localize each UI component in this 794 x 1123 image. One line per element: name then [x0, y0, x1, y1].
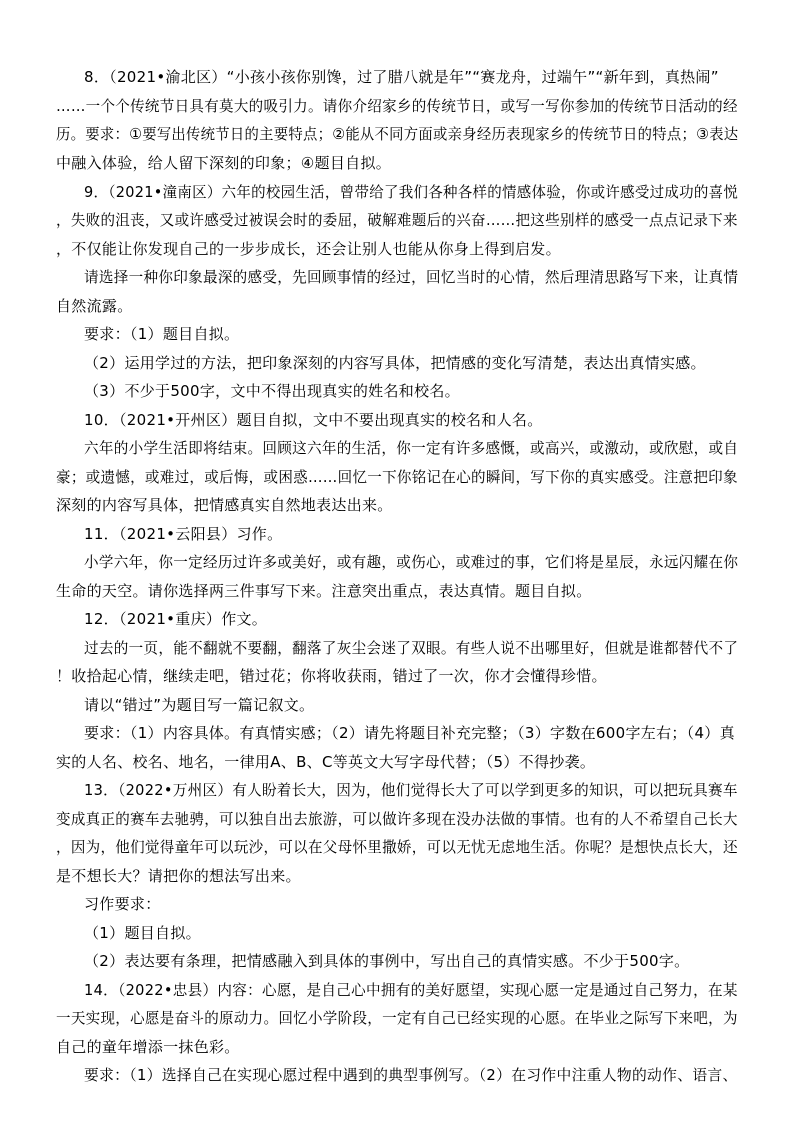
text-line: 中融入体验，给人留下深刻的印象；④题目自拟。	[56, 154, 392, 172]
text-line: ，不仅能让你发现自己的一步步成长，还会让别人也能从你身上得到启发。	[56, 240, 561, 258]
text-line: 11．（2021•云阳县）习作。	[84, 525, 283, 543]
text-line: 深刻的内容写具体，把情感真实自然地表达出来。	[56, 496, 393, 514]
text-line: 请以“错过”为题目写一篇记叙文。	[84, 696, 315, 714]
text-line: 自己的童年增添一抹色彩。	[56, 1038, 240, 1056]
text-line: ，因为，他们觉得童年可以玩沙，可以在父母怀里撒娇，可以无忧无虑地生活。你呢？是想快点长大，还	[56, 838, 738, 856]
text-line: 实的人名、校名、地名，一律用A、B、C等英文大写字母代替；（5）不得抄袭。	[56, 753, 596, 771]
text-line: （2）运用学过的方法，把印象深刻的内容写具体，把情感的变化写清楚，表达出真情实感。	[84, 354, 706, 372]
text-line: 请选择一种你印象最深的感受，先回顾事情的经过，回忆当时的心情，然后理清思路写下来，让真情	[84, 268, 739, 286]
text-line: 8．（2021•渝北区）“小孩小孩你别馋，过了腊八就是年”“赛龙舟，过端午”“新年到，真热闹”	[84, 68, 719, 86]
text-line: ！收拾起心情，继续走吧，错过花；你将收获雨，错过了一次，你才会懂得珍惜。	[56, 667, 607, 685]
text-line: ，失败的沮丧，又或许感受过被误会时的委屈，破解难题后的兴奋……把这些别样的感受一点点记录下来	[56, 211, 738, 229]
text-line: 过去的一页，能不翻就不要翻，翻落了灰尘会迷了双眼。有些人说不出哪里好，但就是谁都替代不了	[84, 639, 739, 657]
text-line: 13．（2022•万州区）有人盼着长大，因为，他们觉得长大了可以学到更多的知识，可以把玩具赛车	[84, 781, 738, 799]
text-line: 小学六年，你一定经历过许多或美好，或有趣，或伤心，或难过的事，它们将是星辰，永远闪耀在你	[84, 553, 739, 571]
text-line: （2）表达要有条理，把情感融入到具体的事例中，写出自己的真情实感。不少于500字。	[84, 952, 690, 970]
text-line: 习作要求：	[84, 895, 161, 913]
text-line: 历。要求：①要写出传统节日的主要特点；②能从不同方面或亲身经历表现家乡的传统节日的特点；③表达	[56, 125, 739, 143]
text-line: （3）不少于500字，文中不得出现真实的姓名和校名。	[84, 382, 460, 400]
text-line: 9．（2021•潼南区）六年的校园生活，曾带给了我们各种各样的情感体验，你或许感受过成功的喜悦	[84, 183, 739, 201]
text-line: 要求：（1）内容具体。有真情实感；（2）请先将题目补充完整；（3）字数在600字左右；（4）真	[84, 724, 735, 742]
text-line: 自然流露。	[56, 297, 133, 315]
text-line: 要求：（1）题目自拟。	[84, 325, 240, 343]
text-line: 12．（2021•重庆）作文。	[84, 610, 268, 628]
text-line: 10．（2021•开州区）题目自拟，文中不要出现真实的校名和人名。	[84, 411, 543, 429]
text-line: 要求：（1）选择自己在实现心愿过程中遇到的典型事例写。（2）在习作中注重人物的动作、语言、	[84, 1066, 738, 1084]
text-line: ……一个个传统节日具有莫大的吸引力。请你介绍家乡的传统节日，或写一写你参加的传统节日活动的经	[56, 97, 738, 115]
text-line: 生命的天空。请你选择两三件事写下来。注意突出重点，表达真情。题目自拟。	[56, 582, 592, 600]
text-line: 是不想长大？请把你的想法写出来。	[56, 867, 301, 885]
text-line: （1）题目自拟。	[84, 924, 201, 942]
text-line: 一天实现，心愿是奋斗的原动力。回忆小学阶段，一定有自己已经实现的心愿。在毕业之际写下来吧，为	[56, 1009, 738, 1027]
text-line: 豪；或遗憾，或难过，或后悔，或困惑……回忆一下你铭记在心的瞬间，写下你的真实感受。注意把印象	[56, 468, 738, 486]
text-line: 变成真正的赛车去驰骋，可以独自出去旅游，可以做许多现在没办法做的事情。也有的人不希望自己长大	[56, 810, 738, 828]
text-line: 六年的小学生活即将结束。回顾这六年的生活，你一定有许多感慨，或高兴，或激动，或欣慰，或自	[84, 439, 739, 457]
text-line: 14．（2022•忠县）内容：心愿，是自己心中拥有的美好愿望，实现心愿一定是通过自己努力，在某	[84, 981, 738, 999]
